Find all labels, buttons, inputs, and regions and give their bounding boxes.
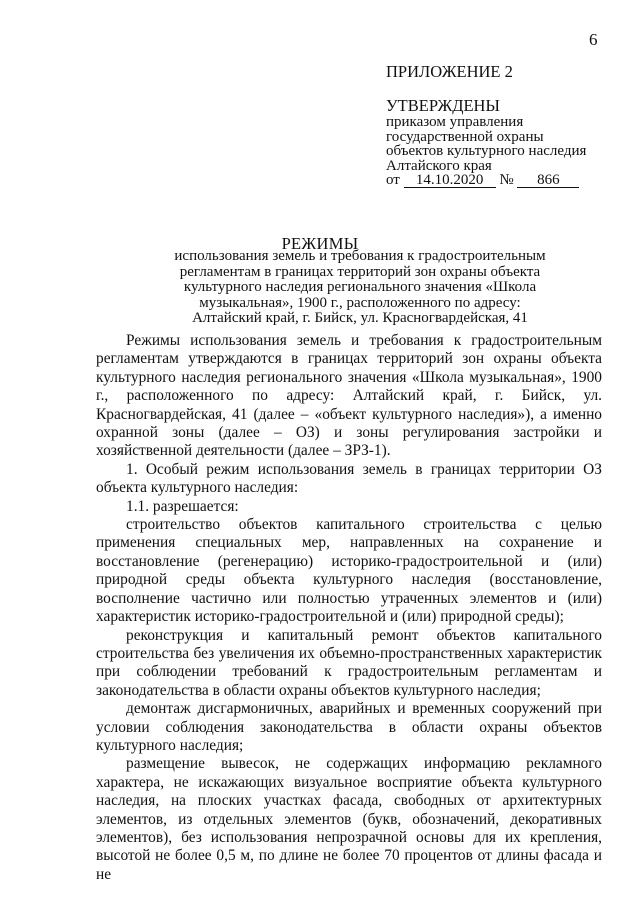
document-title: РЕЖИМЫ (281, 234, 359, 253)
body-paragraph: строительство объектов капитального строительства с целью применения специальных мер, направленных на сохранение и восстановление (регенерацию) историко-градостроительной и (или) природной среды объекта культурного наследия (восстановление, восполнение частично или полностью утраченных элементов и (или) характеристик историко-градостроительной и (или) природной среды); (96, 516, 602, 626)
body-paragraph: 1. Особый режим использования земель в границах территории ОЗ объекта культурного наследия: (96, 460, 602, 497)
body-paragraph: 1.1. разрешается: (126, 497, 239, 515)
appendix-heading: ПРИЛОЖЕНИЕ 2 (386, 62, 513, 81)
order-block (386, 115, 636, 188)
subtitle-line: использования земель и требования к градостроительным (174, 248, 546, 264)
subtitle-line: музыкальная», 1900 г., расположенного по адресу: (199, 294, 521, 311)
order-line: объектов культурного наследия (386, 143, 587, 159)
approved-heading: УТВЕРЖДЕНЫ (386, 96, 500, 115)
page-number: 6 (589, 30, 598, 49)
order-line: Алтайского края (386, 157, 492, 174)
document-body (96, 332, 602, 884)
order-date: 14.10.2020 (404, 174, 496, 188)
order-date-line (386, 173, 636, 188)
order-line: государственной охраны (386, 128, 544, 145)
document-subtitle (150, 249, 570, 327)
order-number: 866 (517, 174, 579, 188)
number-sign: № (499, 172, 514, 188)
subtitle-line: культурного наследия регионального значения «Школа (183, 279, 537, 295)
body-paragraph: размещение вывесок, не содержащих информацию рекламного характера, не искажающих визуальное восприятие объекта культурного наследия, на плоских участках фасада, свободных от архитектурных элементов, из отдельных элементов (букв, обозначений, декоративных элементов), без использования непрозрачной основы для их крепления, высотой не более 0,5 м, по длине не более 70 процентов от длины фасада и не (96, 755, 602, 883)
subtitle-line: регламентам в границах территорий зон охраны объекта (179, 263, 541, 280)
body-paragraph: реконструкция и капитальный ремонт объектов капитального строительства без увеличения их объемно-пространственных характеристик при соблюдении требований к градостроительным регламентам и законодательства в области охраны объектов культурного наследия; (96, 626, 602, 699)
body-paragraph: Режимы использования земель и требования к градостроительным регламентам утверждаются в границах территорий зон охраны объекта культурного наследия регионального значения «Школа музыкальная», 1900 г., расположенного по адресу: Алтайский край, г. Бийск, ул. Красногвардейская, 41 (далее – «объект культурного наследия»), а именно охранной зоны (далее – ОЗ) и зоны регулирования застройки и хозяйственной деятельности (далее – ЗРЗ-1). (96, 332, 602, 460)
order-line: приказом управления (386, 114, 524, 130)
subtitle-line: Алтайский край, г. Бийск, ул. Красногвардейская, 41 (192, 310, 528, 326)
date-prefix: от (386, 172, 400, 188)
body-paragraph: демонтаж дисгармоничных, аварийных и временных сооружений при условии соблюдения законодательства в области охраны объектов культурного наследия; (96, 700, 602, 754)
